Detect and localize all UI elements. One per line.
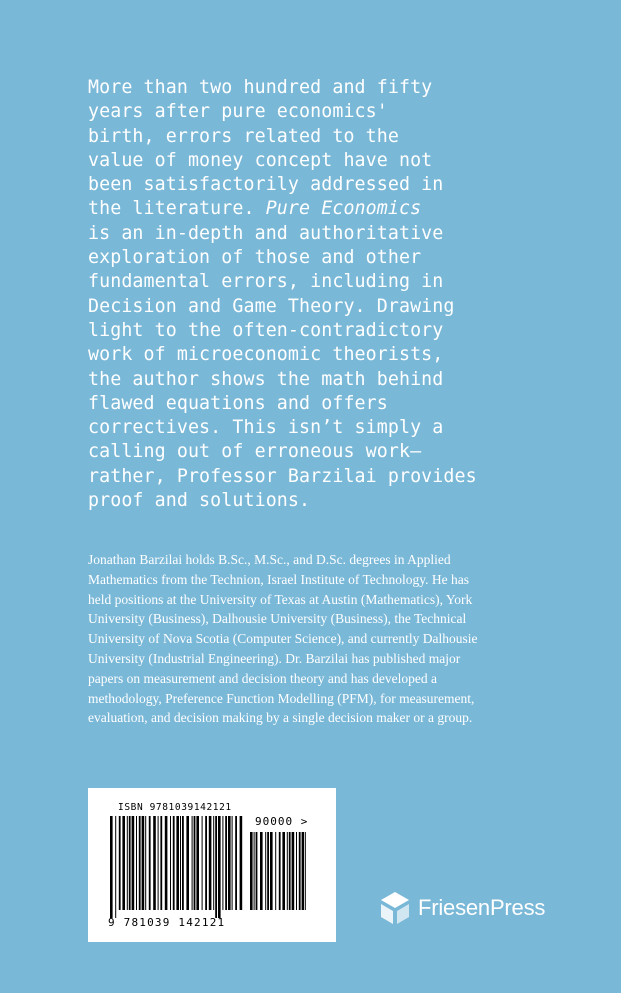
bio-line: methodology, Preference Function Modelling (PFM), for measurement, <box>88 690 475 706</box>
back-cover-blurb <box>88 76 558 513</box>
barcode-bar <box>270 832 273 910</box>
publisher-name: FriesenPress <box>418 895 546 920</box>
barcode-bars <box>110 816 244 918</box>
barcode-bar <box>127 816 128 910</box>
barcode-bar <box>256 832 258 910</box>
barcode-bar <box>296 832 297 910</box>
bio-line: papers on measurement and decision theory and has developed a <box>88 670 438 686</box>
blurb-text: the literature. <box>88 198 266 220</box>
author-bio <box>88 550 558 728</box>
friesenpress-logo-icon <box>380 891 410 925</box>
blurb-line: exploration of those and other <box>88 247 422 269</box>
barcode-bar <box>218 816 221 918</box>
price-barcode-bars <box>250 832 306 918</box>
blurb-line: proof and solutions. <box>88 490 311 512</box>
isbn-digits: 9 781039 142121 <box>108 916 226 929</box>
barcode-bar <box>160 816 162 910</box>
barcode-bar <box>205 816 207 910</box>
barcode-bar <box>202 816 203 910</box>
blurb-line <box>88 197 558 221</box>
blurb-line: light to the often-contradictory <box>88 319 444 341</box>
barcode-bar <box>228 816 231 910</box>
barcode-bar <box>225 816 227 910</box>
barcode-bar <box>176 816 179 910</box>
blurb-line: the author shows the math behind <box>88 368 444 390</box>
publisher-logo <box>380 888 545 928</box>
barcode-bar <box>282 832 285 910</box>
barcode-bar <box>170 816 171 910</box>
blurb-line: Decision and Game Theory. Drawing <box>88 295 455 317</box>
barcode-bar <box>194 816 196 910</box>
blurb-line: years after pure economics' <box>88 101 388 123</box>
barcode-bar <box>215 816 217 918</box>
blurb-line: is an in-depth and authoritative <box>88 222 444 244</box>
blurb-line: correctives. This isn’t simply a <box>88 417 444 439</box>
blurb-line: More than two hundred and fifty <box>88 77 433 98</box>
barcode-bar <box>209 816 212 910</box>
barcode-bar <box>158 816 159 910</box>
isbn-label: ISBN 9781039142121 <box>118 802 232 813</box>
barcode-bar <box>142 816 145 910</box>
barcode-bar <box>145 816 146 910</box>
barcode-bar <box>305 832 306 910</box>
barcode-bar <box>180 816 181 910</box>
barcode-bar <box>265 832 266 910</box>
barcode-bar <box>153 816 156 910</box>
bio-line: University (Business), Dalhousie University (Business), the Technical <box>88 611 467 627</box>
bio-line: Mathematics from the Technion, Israel Institute of Technology. He has <box>88 571 470 587</box>
blurb-line: work of microeconomic theorists, <box>88 344 444 366</box>
blurb-line: value of money concept have not <box>88 149 433 171</box>
barcode-bar <box>110 816 113 918</box>
barcode-bar <box>254 832 255 910</box>
barcode-bar <box>129 816 131 910</box>
barcode-bar <box>267 832 269 910</box>
barcode-bar <box>122 816 125 910</box>
barcode-bar <box>292 832 295 910</box>
price-code: 90000 > <box>255 815 309 828</box>
barcode-bar <box>192 816 193 910</box>
blurb-line: birth, errors related to the <box>88 125 399 147</box>
blurb-line: flawed equations and offers <box>88 392 388 414</box>
barcode-bar <box>299 832 301 910</box>
bio-line: University (Industrial Engineering). Dr. Barzilai has published major <box>88 650 461 666</box>
barcode-bar <box>182 816 184 910</box>
barcode-bar <box>289 832 291 910</box>
blurb-line: rather, Professor Barzilai provides <box>88 465 477 487</box>
barcode-bar <box>115 816 116 918</box>
barcode-bar <box>186 816 189 910</box>
blurb-line: fundamental errors, including in <box>88 271 444 293</box>
barcode-bar <box>240 816 243 910</box>
barcode-bar <box>302 832 305 910</box>
barcode-bar <box>250 832 253 910</box>
barcode-bar <box>232 816 233 910</box>
barcode-bar <box>139 816 141 910</box>
barcode-bar <box>235 816 237 910</box>
bio-line: evaluation, and decision making by a single decision maker or a group. <box>88 710 473 726</box>
blurb-line: been satisfactorily addressed in <box>88 174 444 196</box>
barcode-bar <box>287 832 288 910</box>
bio-line: held positions at the University of Texas at Austin (Mathematics), York <box>88 591 473 607</box>
blurb-line: calling out of erroneous work— <box>88 441 422 463</box>
barcode-bar <box>119 816 121 910</box>
isbn-barcode <box>88 788 336 942</box>
bio-line: University of Nova Scotia (Computer Science), and currently Dalhousie <box>88 631 478 647</box>
barcode-bar <box>260 832 263 910</box>
bio-line: Jonathan Barzilai holds B.Sc., M.Sc., and D.Sc. degrees in Applied <box>88 552 451 567</box>
barcode-bar <box>222 816 223 910</box>
barcode-bar <box>275 832 276 910</box>
barcode-bar <box>279 832 281 910</box>
barcode-bar <box>136 816 137 910</box>
barcode-bar <box>132 816 135 910</box>
barcode-bar <box>165 816 168 910</box>
barcode-bar <box>196 816 199 910</box>
barcode-bar <box>149 816 151 910</box>
barcode-bar <box>173 816 175 910</box>
barcode-bar <box>213 816 214 910</box>
book-title: Pure Economics <box>265 198 422 220</box>
